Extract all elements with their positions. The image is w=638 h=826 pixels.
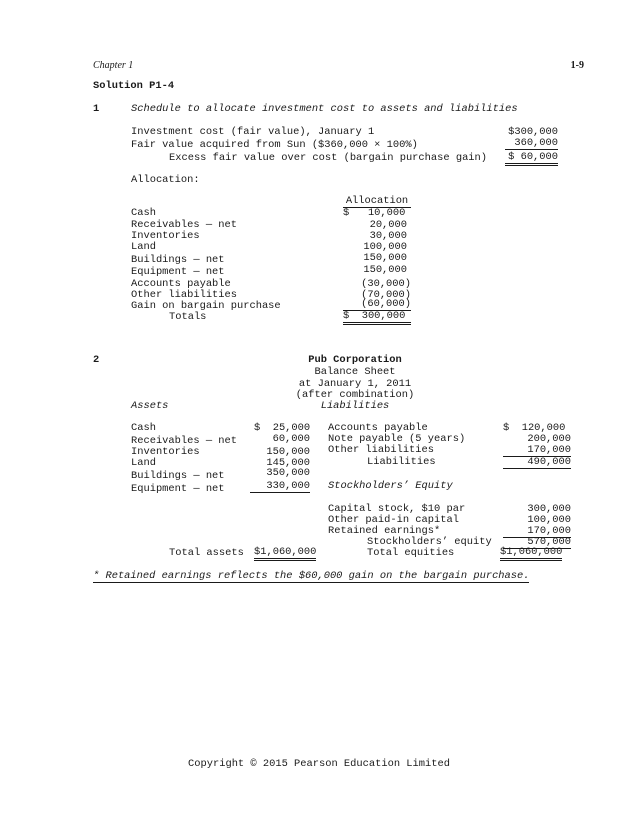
equity-value-retained-earnings: 170,000: [503, 525, 571, 538]
part1-title: Schedule to allocate investment cost to assets and liabilities: [131, 103, 518, 115]
totals-label: Totals: [169, 311, 207, 323]
equity-label-capital-stock: Capital stock, $10 par: [328, 503, 466, 515]
alloc-label-buildings: Buildings — net: [131, 254, 225, 266]
alloc-label-other-liabilities: Other liabilities: [131, 289, 238, 301]
asset-label-inventories: Inventories: [131, 446, 200, 458]
asset-value-equipment: 330,000: [250, 480, 310, 493]
asset-label-land: Land: [131, 457, 156, 469]
allocation-header: Allocation: [343, 195, 411, 208]
alloc-value-receivables: 20,000: [369, 219, 407, 231]
chapter-label: Chapter 1: [93, 60, 134, 71]
statement-title: Balance Sheet: [314, 366, 396, 378]
alloc-label-accounts-payable: Accounts payable: [131, 278, 231, 290]
excess-label: Excess fair value over cost (bargain purchase gain): [169, 152, 488, 164]
total-assets-value: $1,060,000: [254, 546, 316, 561]
liab-value-total-liabilities: 490,000: [503, 456, 571, 469]
asset-value-cash: $ 25,000: [254, 422, 311, 434]
total-assets-label: Total assets: [169, 547, 244, 559]
equity-value-total-equity: 570,000: [503, 536, 571, 549]
alloc-value-other-liabilities: (70,000): [361, 289, 411, 301]
investment-cost-value: $300,000: [508, 126, 558, 138]
alloc-label-inventories: Inventories: [131, 230, 200, 242]
page-number: 1-9: [570, 60, 584, 71]
alloc-value-accounts-payable: (30,000): [361, 278, 411, 290]
equity-label-total-equity: Stockholders’ equity: [367, 536, 492, 548]
alloc-value-cash: $ 10,000: [343, 207, 406, 219]
footnote: * Retained earnings reflects the $60,000 gain on the bargain purchase.: [93, 570, 530, 582]
asset-value-buildings: 350,000: [266, 467, 310, 479]
company-name: Pub Corporation: [308, 354, 402, 366]
equity-heading: Stockholders’ Equity: [328, 480, 453, 492]
alloc-value-buildings: 150,000: [363, 252, 407, 264]
alloc-label-land: Land: [131, 241, 156, 253]
fair-value-label: Fair value acquired from Sun ($360,000 × 100%): [131, 139, 418, 151]
total-equities-label: Total equities: [367, 547, 455, 559]
liab-label-note-payable: Note payable (5 years): [328, 433, 466, 445]
total-equities-value: $1,060,000: [500, 546, 562, 561]
allocation-label: Allocation:: [131, 174, 200, 186]
asset-label-receivables: Receivables — net: [131, 435, 238, 447]
alloc-label-receivables: Receivables — net: [131, 219, 238, 231]
fair-value-value: 360,000: [505, 137, 558, 150]
liab-value-accounts-payable: $ 120,000: [503, 422, 566, 434]
alloc-label-gain: Gain on bargain purchase: [131, 300, 281, 312]
statement-date: at January 1, 2011: [298, 378, 412, 390]
equity-label-retained-earnings: Retained earnings*: [328, 525, 441, 537]
alloc-label-equipment: Equipment — net: [131, 266, 225, 278]
equity-value-paid-in: 100,000: [527, 514, 571, 526]
asset-value-inventories: 150,000: [266, 446, 310, 458]
assets-heading: Assets: [131, 400, 169, 412]
equity-value-capital-stock: 300,000: [527, 503, 571, 515]
liab-label-accounts-payable: Accounts payable: [328, 422, 428, 434]
liab-label-other-liabilities: Other liabilities: [328, 444, 435, 456]
asset-value-land: 145,000: [266, 457, 310, 469]
alloc-value-inventories: 30,000: [369, 230, 407, 242]
liab-value-note-payable: 200,000: [527, 433, 571, 445]
liabilities-heading: Liabilities: [320, 400, 390, 412]
alloc-label-cash: Cash: [131, 207, 156, 219]
alloc-value-land: 100,000: [363, 241, 407, 253]
part2-number: 2: [93, 354, 100, 366]
statement-note: (after combination): [295, 389, 415, 401]
asset-label-cash: Cash: [131, 422, 156, 434]
part1-number: 1: [93, 103, 100, 115]
liab-value-other-liabilities: 170,000: [503, 444, 571, 457]
asset-label-buildings: Buildings — net: [131, 470, 225, 482]
alloc-value-equipment: 150,000: [363, 264, 407, 276]
equity-label-paid-in: Other paid-in capital: [328, 514, 459, 526]
liab-label-total-liabilities: Liabilities: [367, 456, 436, 468]
alloc-value-gain: (60,000): [343, 298, 411, 311]
totals-value: $ 300,000: [343, 310, 411, 325]
solution-title: Solution P1-4: [93, 80, 175, 92]
excess-value: $ 60,000: [505, 151, 558, 166]
asset-label-equipment: Equipment — net: [131, 483, 225, 495]
copyright: Copyright © 2015 Pearson Education Limited: [188, 758, 450, 770]
asset-value-receivables: 60,000: [272, 433, 310, 445]
investment-cost-label: Investment cost (fair value), January 1: [131, 126, 375, 138]
